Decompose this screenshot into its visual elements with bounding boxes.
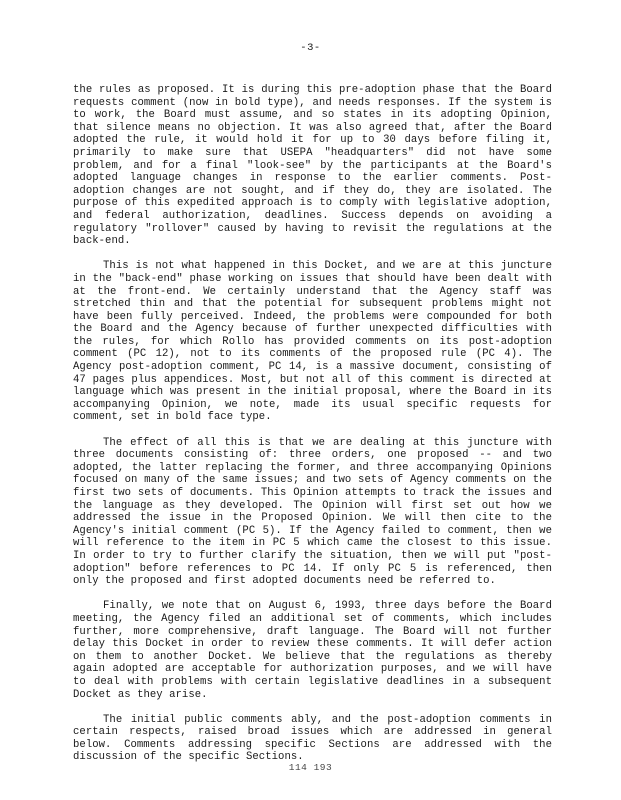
page-number: -3- xyxy=(300,42,321,54)
paragraph-1: the rules as proposed. It is during this pre-adoption phase that the Board requests comment (now in bold type), and needs responses. If the system is to work, the Board must assume, and so states in its adopting Opinion, that silence means no objection. It was also agreed that, after the Board adopted the rule, it would hold it for up to 30 days before filing it, primarily to make sure that USEPA "headquarters" did not have some problem, and for a final "look-see" by the participants at the Board's adopted language changes in response to the earlier comments. Post-adoption changes are not sought, and if they do, they are isolated. The purpose of this expedited approach is to comply with legislative adoption, and federal authorization, deadlines. Success depends on avoiding a regulatory "rollover" caused by having to revisit the regulations at the back-end. xyxy=(73,84,552,248)
paragraph-4: Finally, we note that on August 6, 1993, three days before the Board meeting, the Agency filed an additional set of comments, which includes further, more comprehensive, draft language. The Board will not further delay this Docket in order to review these comments. It will defer action on them to another Docket. We believe that the regulations as thereby again adopted are acceptable for authorization purposes, and we will have to deal with problems with certain legislative deadlines in a subsequent Docket as they arise. xyxy=(73,600,552,701)
paragraph-3: The effect of all this is that we are dealing at this juncture with three documents consisting of: three orders, one proposed -- and two adopted, the latter replacing the former, and three accompanying Opinions focused on many of the same issues; and two sets of Agency comments on the first two sets of documents. This Opinion attempts to track the issues and the language as they developed. The Opinion will first set out how we addressed the issue in the Proposed Opinion. We will then cite to the Agency's initial comment (PC 5). If the Agency failed to comment, then we will reference to the item in PC 5 which came the closest to this issue. In order to try to further clarify the situation, then we will put "post-adoption" before references to PC 14. If only PC 5 is referenced, then only the proposed and first adopted documents need be referred to. xyxy=(73,436,552,588)
paragraph-2: This is not what happened in this Docket, and we are at this juncture in the "back-end" phase working on issues that should have been dealt with at the front-end. We certainly understand that the Agency staff was stretched thin and that the potential for subsequent problems might not have been fully perceived. Indeed, the problems were compounded for both the Board and the Agency because of further unexpected difficulties with the rules, for which Rollo has provided comments on its post-adoption comment (PC 12), not to its comments of the proposed rule (PC 4). The Agency post-adoption comment, PC 14, is a massive document, consisting of 47 pages plus appendices. Most, but not all of this comment is directed at language which was present in the initial proposal, where the Board in its accompanying Opinion, we note, made its usual specific requests for comment, set in bold face type. xyxy=(73,260,552,424)
page-footer-number: 114 193 xyxy=(288,762,333,773)
paragraph-5: The initial public comments ably, and the post-adoption comments in certain respects, raised broad issues which are addressed in general below. Comments addressing specific Sections are addressed with the discussion of the specific Sections. xyxy=(73,713,552,764)
body-text xyxy=(73,84,552,777)
